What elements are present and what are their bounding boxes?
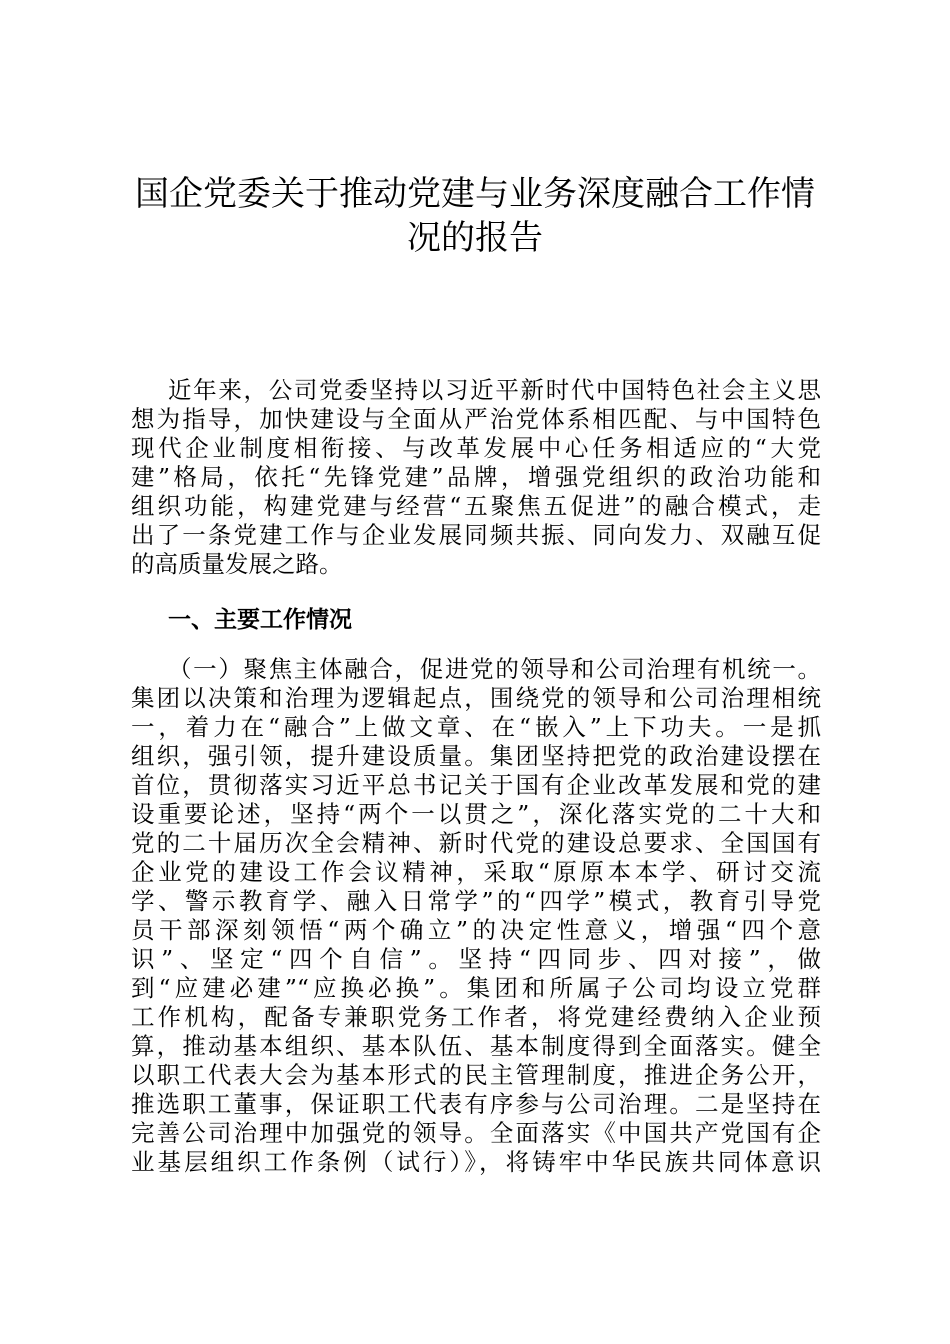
paragraph-line: 以职工代表大会为基本形式的民主管理制度，推进企务公开， (131, 1061, 821, 1089)
title-line: 况的报告 (407, 218, 543, 258)
paragraph-line: 识”、坚定“四个自信”。坚持“四同步、四对接”，做 (131, 945, 821, 973)
paragraph-line: 想为指导，加快建设与全面从严治党体系相匹配、与中国特色 (131, 405, 821, 433)
title-line: 国企党委关于推动党建与业务深度融合工作情 (135, 174, 815, 214)
section-paragraph (131, 655, 821, 1177)
intro-paragraph (131, 376, 821, 579)
paragraph-line: 出了一条党建工作与企业发展同频共振、同向发力、双融互促 (131, 521, 821, 549)
paragraph-line: 建”格局，依托“先锋党建”品牌，增强党组织的政治功能和 (131, 463, 821, 491)
paragraph-line: 现代企业制度相衔接、与改革发展中心任务相适应的“大党 (131, 434, 821, 462)
paragraph-line: 业基层组织工作条例（试行）》，将铸牢中华民族共同体意识 (131, 1148, 821, 1176)
paragraph-line: 一，着力在“融合”上做文章、在“嵌入”上下功夫。一是抓 (131, 713, 821, 741)
paragraph-line: 组织，强引领，提升建设质量。集团坚持把党的政治建设摆在 (131, 742, 821, 770)
paragraph-line: 到“应建必建”“应换必换”。集团和所属子公司均设立党群 (131, 974, 821, 1002)
paragraph-line: 员干部深刻领悟“两个确立”的决定性意义，增强“四个意 (131, 916, 821, 944)
paragraph-line: 学、警示教育学、融入日常学”的“四学”模式，教育引导党 (131, 887, 821, 915)
paragraph-line: 集团以决策和治理为逻辑起点，围绕党的领导和公司治理相统 (131, 684, 821, 712)
paragraph-line: 工作机构，配备专兼职党务工作者，将党建经费纳入企业预 (131, 1003, 821, 1031)
paragraph-line: 算，推动基本组织、基本队伍、基本制度得到全面落实。健全 (131, 1032, 821, 1060)
paragraph-line: 完善公司治理中加强党的领导。全面落实《中国共产党国有企 (131, 1119, 821, 1147)
paragraph-line: 设重要论述，坚持“两个一以贯之”，深化落实党的二十大和 (131, 800, 821, 828)
paragraph-line: 的高质量发展之路。 (131, 550, 343, 578)
paragraph-line: 近年来，公司党委坚持以习近平新时代中国特色社会主义思 (168, 376, 821, 404)
paragraph-line: 组织功能，构建党建与经营“五聚焦五促进”的融合模式，走 (131, 492, 821, 520)
paragraph-line: 推选职工董事，保证职工代表有序参与公司治理。二是坚持在 (131, 1090, 821, 1118)
document-title (125, 172, 825, 260)
paragraph-line: （一）聚焦主体融合，促进党的领导和公司治理有机统一。 (168, 655, 821, 683)
section-heading: 一、主要工作情况 (168, 607, 352, 633)
paragraph-line: 首位，贯彻落实习近平总书记关于国有企业改革发展和党的建 (131, 771, 821, 799)
paragraph-line: 党的二十届历次全会精神、新时代党的建设总要求、全国国有 (131, 829, 821, 857)
paragraph-line: 企业党的建设工作会议精神，采取“原原本本学、研讨交流 (131, 858, 821, 886)
